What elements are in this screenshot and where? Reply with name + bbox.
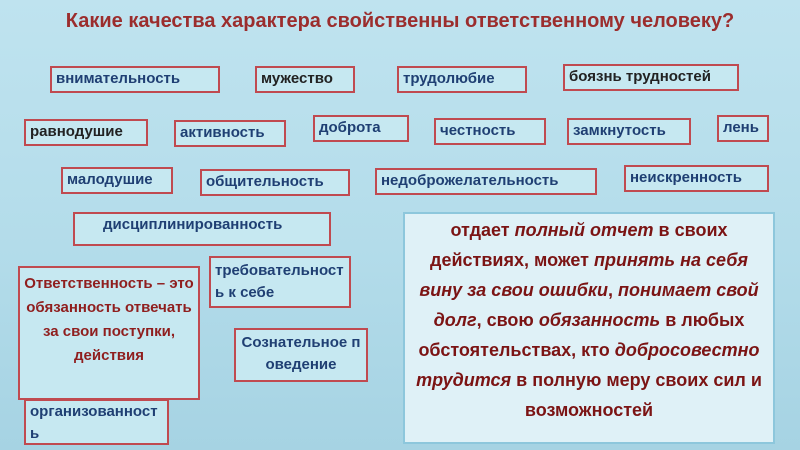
quality-card-organization[interactable]: организованность — [24, 399, 169, 445]
quality-card-kindness[interactable]: доброта — [313, 115, 409, 142]
page-title: Какие качества характера свойственны ответственному человеку? — [65, 10, 735, 32]
quality-card-diligence[interactable]: трудолюбие — [397, 66, 527, 93]
description-text-2: в своих действиях, может — [430, 220, 728, 270]
quality-card-insincerity[interactable]: неискренность — [624, 165, 769, 192]
responsible-person-description — [403, 212, 775, 444]
description-text-5: в любых обстоятельствах, кто — [418, 310, 745, 360]
quality-card-attentiveness[interactable]: внимательность — [50, 66, 220, 93]
quality-card-reserve[interactable]: замкнутость — [567, 118, 691, 145]
description-emphasis-1: полный отчет — [514, 220, 654, 240]
quality-card-activity[interactable]: активность — [174, 120, 286, 147]
quality-card-courage[interactable]: мужество — [255, 66, 355, 93]
quality-card-discipline[interactable]: дисциплинированность — [73, 212, 331, 246]
quality-card-laziness[interactable]: лень — [717, 115, 769, 142]
quality-card-conscious[interactable]: Сознательное поведение — [234, 328, 368, 382]
description-text-6: в полную меру своих сил и возможностей — [511, 370, 762, 420]
definition-card: Ответственность – это обязанность отвечать за свои поступки, действия — [18, 266, 200, 400]
description-text-3: , — [608, 280, 619, 300]
description-emphasis-4: обязанность — [538, 310, 661, 330]
quality-card-cowardice[interactable]: малодушие — [61, 167, 173, 194]
quality-card-indifference[interactable]: равнодушие — [24, 119, 148, 146]
description-text-4: , свою — [476, 310, 539, 330]
quality-card-exactingness[interactable]: требовательность к себе — [209, 256, 351, 308]
quality-card-sociability[interactable]: общительность — [200, 169, 350, 196]
quality-card-fear[interactable]: боязнь трудностей — [563, 64, 739, 91]
quality-card-honesty[interactable]: честность — [434, 118, 546, 145]
description-emphasis-2: принять на себя вину за свои ошибки — [419, 250, 748, 300]
quality-card-malevolence[interactable]: недоброжелательность — [375, 168, 597, 195]
description-text-1: отдает — [450, 220, 515, 240]
description-emphasis-5: добросовестно трудится — [416, 340, 760, 390]
description-emphasis-3: понимает свой долг — [433, 280, 759, 330]
